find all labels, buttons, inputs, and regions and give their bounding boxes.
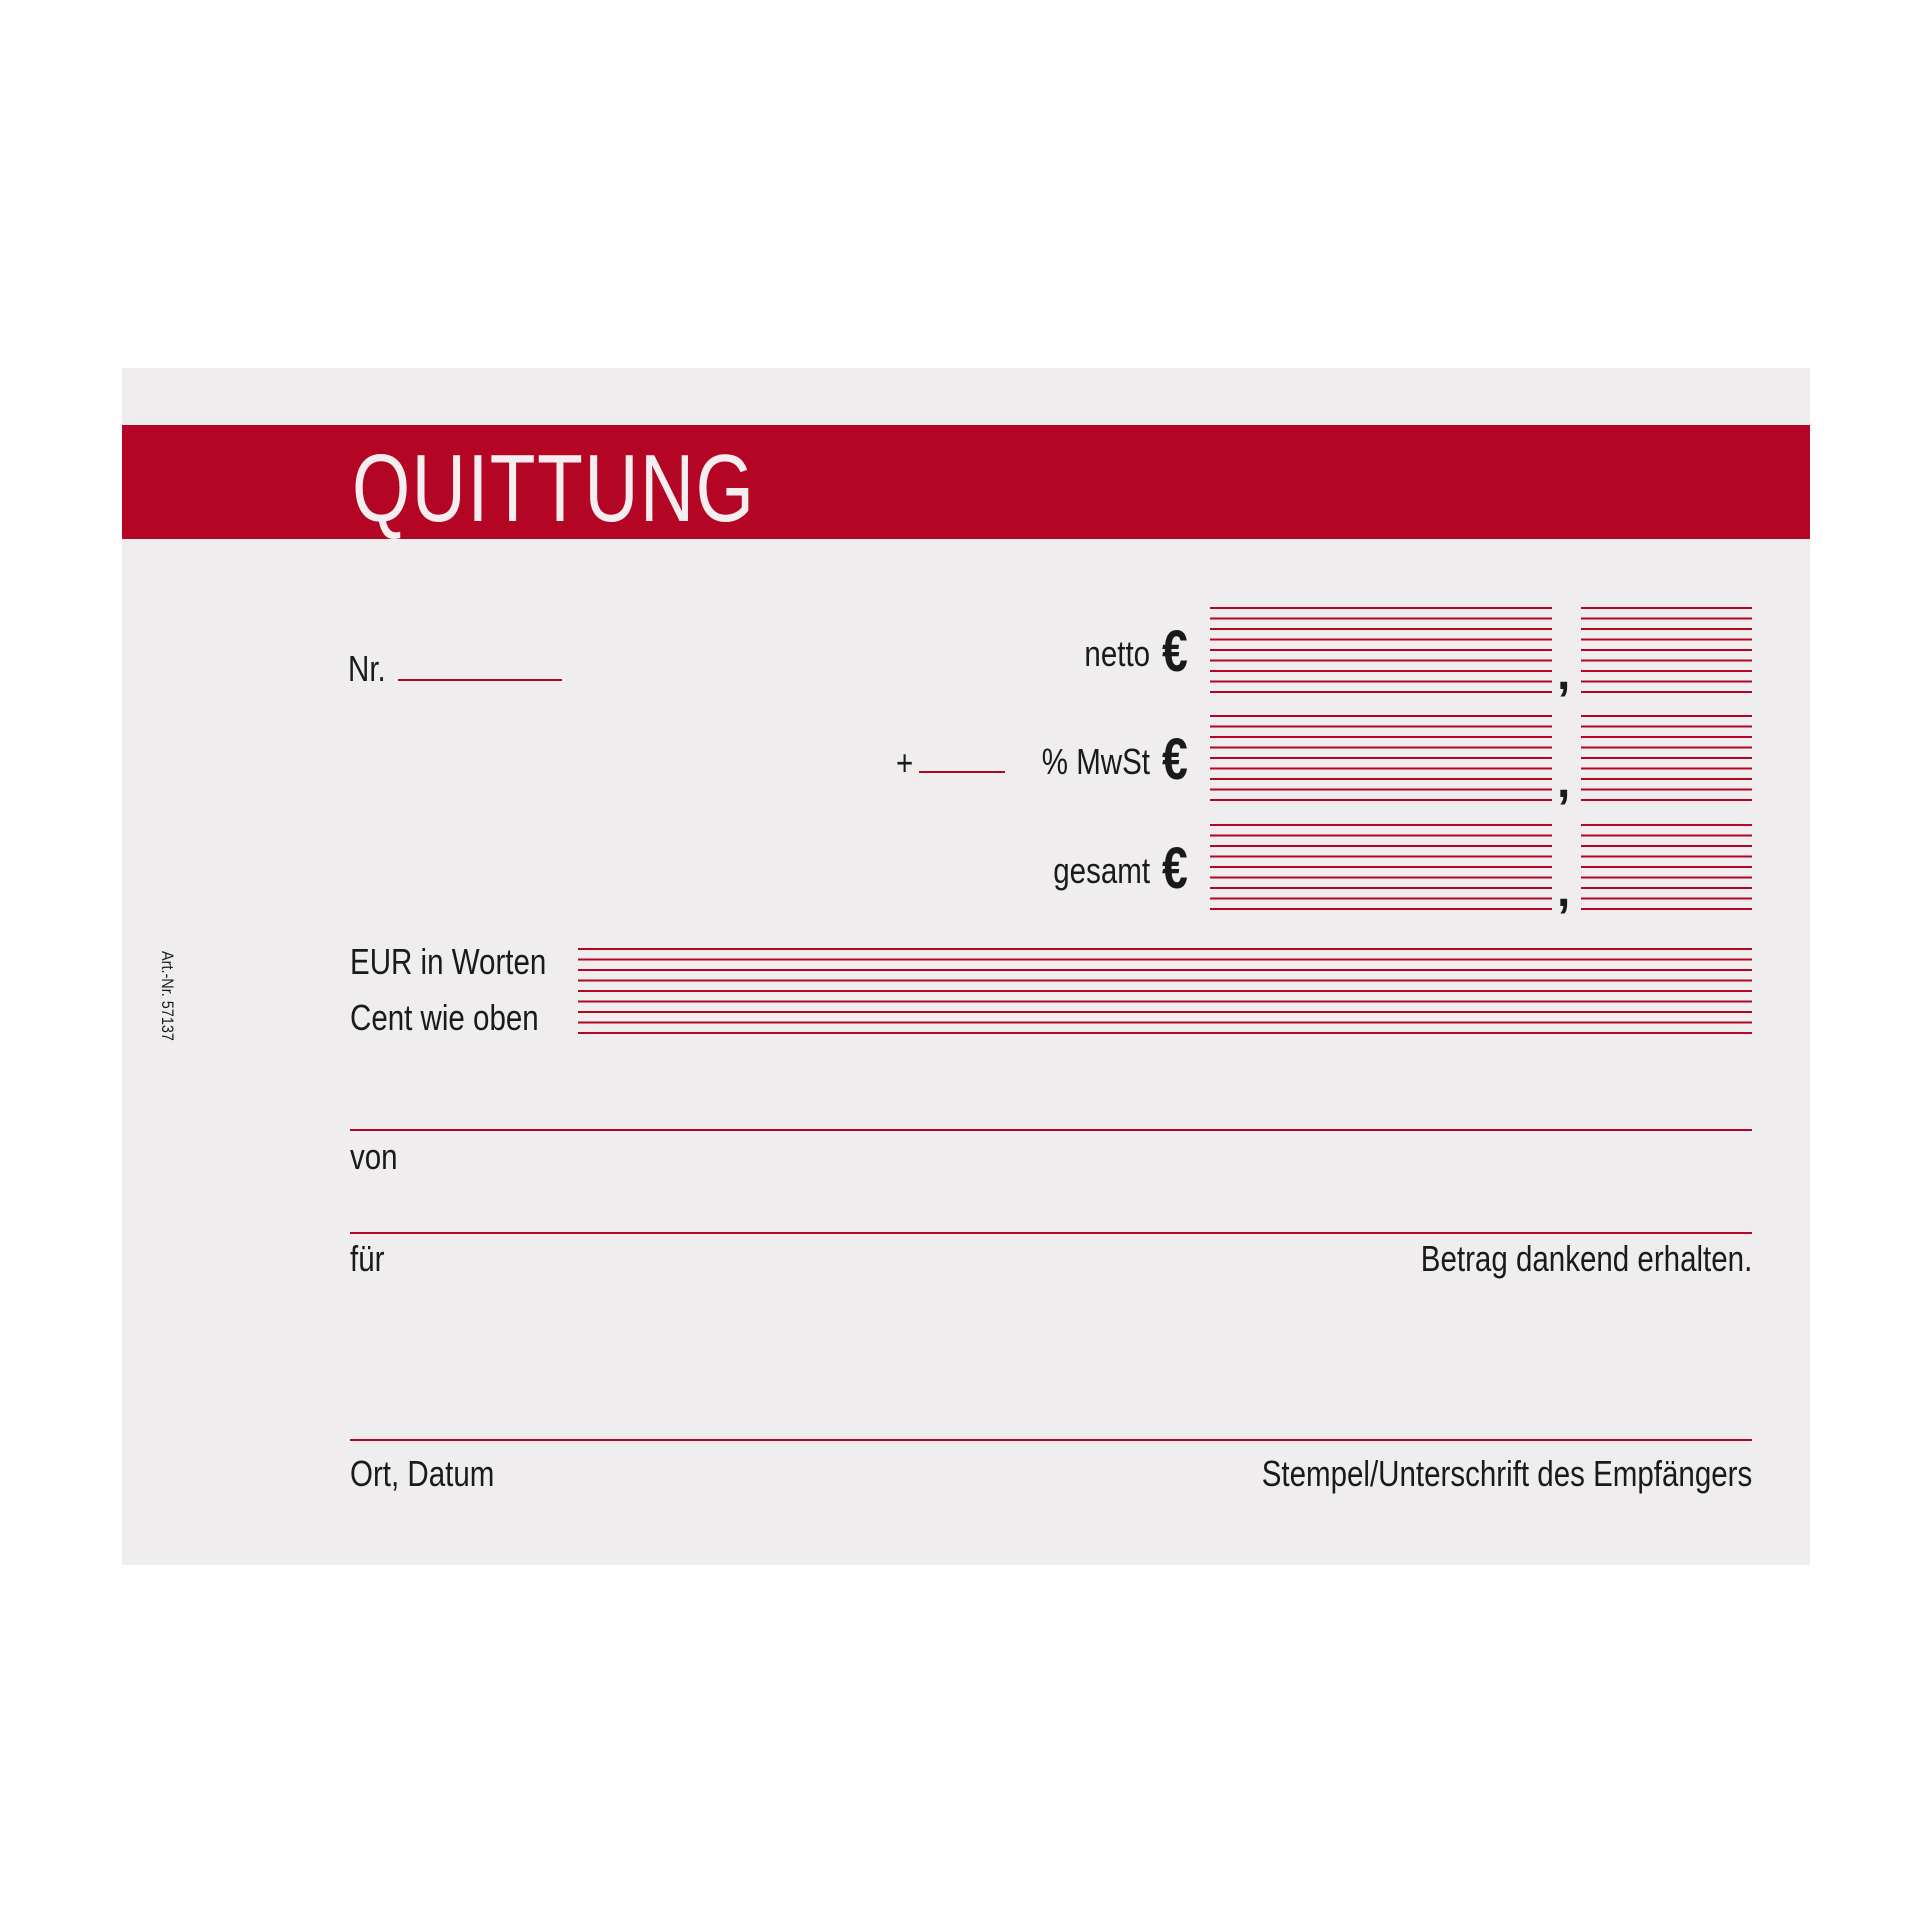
cents-note-label: Cent wie oben bbox=[350, 997, 539, 1038]
vat-rate-field[interactable] bbox=[919, 771, 1005, 773]
netto-euros-field[interactable] bbox=[1210, 607, 1552, 693]
thanks-text: Betrag dankend erhalten. bbox=[1420, 1238, 1752, 1279]
total-euros-field[interactable] bbox=[1210, 824, 1552, 910]
signature-line[interactable] bbox=[350, 1439, 1752, 1441]
signature-label: Stempel/Unterschrift des Empfängers bbox=[1261, 1453, 1752, 1494]
vat-euro-sign: € bbox=[1162, 727, 1188, 792]
for-field[interactable] bbox=[350, 1232, 1752, 1234]
number-label: Nr. bbox=[348, 648, 386, 689]
total-euro-sign: € bbox=[1162, 836, 1188, 901]
total-label: gesamt bbox=[1053, 850, 1150, 891]
vat-plus-sign: + bbox=[896, 742, 914, 783]
total-decimal-separator: , bbox=[1557, 864, 1571, 917]
vat-label: % MwSt bbox=[1041, 741, 1150, 782]
article-number: Art.-Nr. 57137 bbox=[158, 951, 177, 1041]
title-band bbox=[122, 425, 1810, 542]
total-cents-field[interactable] bbox=[1581, 824, 1752, 910]
netto-cents-field[interactable] bbox=[1581, 607, 1752, 693]
vat-euros-field[interactable] bbox=[1210, 715, 1552, 801]
from-field[interactable] bbox=[350, 1129, 1752, 1131]
place-date-label: Ort, Datum bbox=[350, 1453, 495, 1494]
from-label: von bbox=[350, 1136, 398, 1177]
vat-cents-field[interactable] bbox=[1581, 715, 1752, 801]
for-label: für bbox=[350, 1238, 385, 1279]
amount-in-words-field[interactable] bbox=[578, 948, 1752, 1034]
netto-decimal-separator: , bbox=[1557, 647, 1571, 700]
form-title: QUITTUNG bbox=[352, 435, 756, 542]
netto-label: netto bbox=[1084, 633, 1150, 674]
amount-in-words-label: EUR in Worten bbox=[350, 941, 547, 982]
receipt-form bbox=[122, 368, 1810, 1565]
number-field[interactable] bbox=[398, 679, 562, 681]
netto-euro-sign: € bbox=[1162, 619, 1188, 684]
vat-decimal-separator: , bbox=[1557, 755, 1571, 808]
